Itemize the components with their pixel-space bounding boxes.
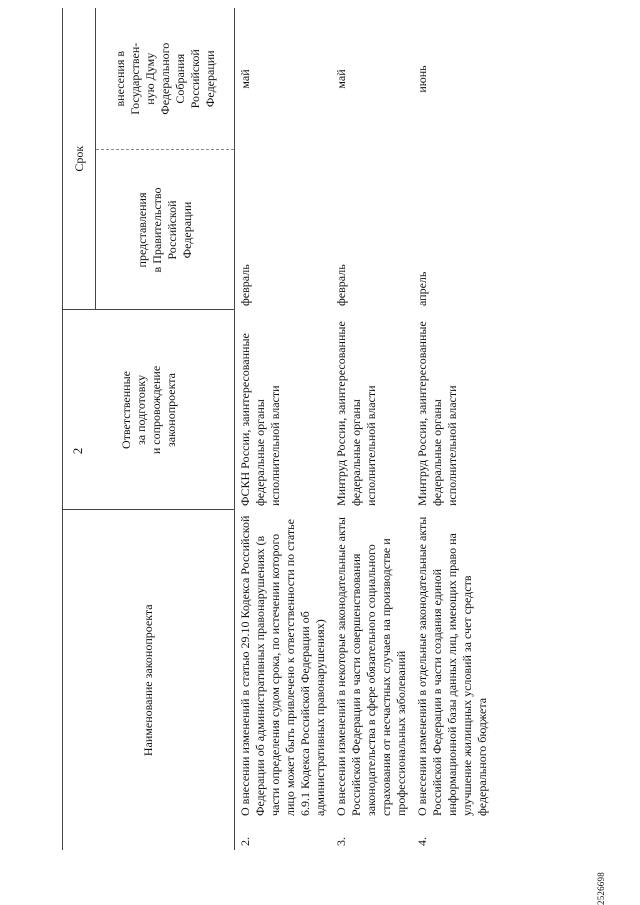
header-to-duma: внесения в Государствен- ную Думу Федерального Собрания Российской Федерации	[96, 8, 235, 150]
responsible-agencies: Минтруд России, заинтересованные федеральные органы исполнительной власти	[415, 321, 459, 506]
responsible-agencies: Минтруд России, заинтересованные федеральные органы исполнительной власти	[334, 321, 378, 506]
responsible-agencies: ФСКН России, заинтересованные федеральные органы исполнительной власти	[238, 333, 282, 506]
duma-deadline: июнь	[415, 65, 429, 93]
header-deadline: Срок	[63, 8, 96, 310]
bill-title: О внесении изменений в статью 29.10 Кодекса Российской Федерации об административных правонарушениях (в части определения судом срока, по истечении которого лицо может быть привлечено к ответственности по статье 6.9.1 Кодекса Российской Федерации об административных правонарушениях)	[238, 515, 327, 816]
row-number: 2.	[238, 837, 252, 846]
law-plan-table	[62, 8, 493, 850]
table-row	[412, 8, 493, 850]
table-header	[63, 8, 235, 850]
table-row	[331, 8, 412, 850]
page-number: 2	[70, 447, 85, 455]
row-number: 3.	[334, 837, 348, 846]
government-deadline: февраль	[334, 264, 348, 306]
bill-title: О внесении изменений в некоторые законодательные акты Российской Федерации в части совершенствования законодательства в сфере обязательного социального страхования от несчастных случаев на производстве и профессиональных заболеваний	[334, 517, 408, 816]
government-deadline: февраль	[238, 264, 252, 306]
header-to-government: представления в Правительство Российской Федерации	[96, 150, 235, 310]
document-code: 2526698	[596, 872, 606, 905]
header-responsible: Ответственные за подготовку и сопровождение законопроекта	[63, 310, 235, 510]
government-deadline: апрель	[415, 271, 429, 306]
duma-deadline: май	[238, 69, 252, 89]
table-row	[235, 8, 332, 850]
bill-title: О внесении изменений в отдельные законодательные акты Российской Федерации в части создания единой информационной базы данных лиц, имеющих право на улучшение жилищных условий за счет средств федерального бюджета	[415, 516, 489, 816]
header-name: Наименование законопроекта	[63, 510, 235, 850]
duma-deadline: май	[334, 69, 348, 89]
row-number: 4.	[415, 837, 429, 846]
